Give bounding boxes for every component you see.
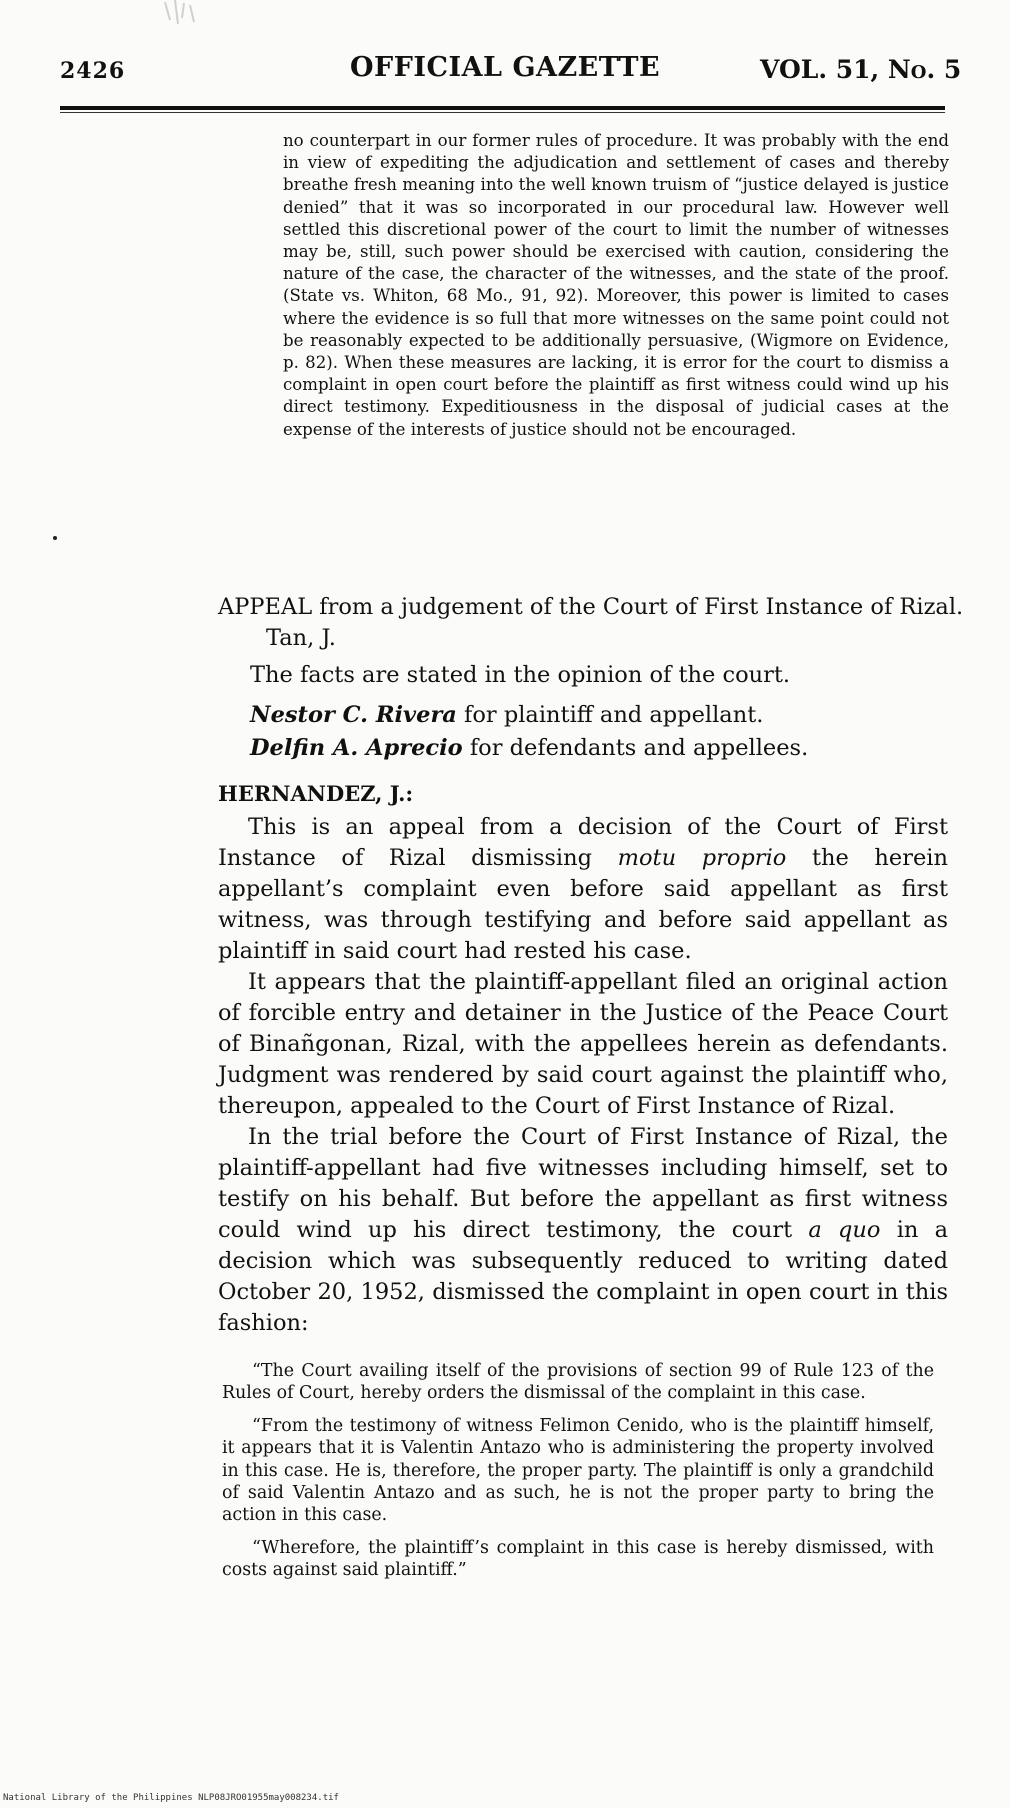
volume-number: VOL. 51, No. 5 xyxy=(760,55,962,84)
header-rule xyxy=(60,106,945,110)
paragraph-3-text-b: in a decision which was subsequently reduced to writing dated October 20, 1952, dismissed the complaint in open court in this fashion: xyxy=(218,1217,949,1336)
opinion-body xyxy=(218,812,948,1339)
paragraph-3 xyxy=(218,1122,948,1339)
paragraph-1-text-a: This is an appeal from a decision of the Court of First Instance of Rizal dismissing xyxy=(218,814,948,871)
counsel-plaintiff xyxy=(250,700,980,731)
facts-line: The facts are stated in the opinion of the court. xyxy=(250,662,791,688)
margin-mark xyxy=(53,536,57,540)
judge-name: HERNANDEZ, J.: xyxy=(218,781,414,806)
paragraph-1-text-b: the herein appellant’s complaint even before said appellant as first witness, was through testifying and before said appellant as plaintiff in said court had rested his case. xyxy=(218,845,948,964)
header-rule-thin xyxy=(60,112,945,113)
plaintiff-counsel-name: Nestor C. Rivera xyxy=(250,702,457,728)
paragraph-1-italic: motu proprio xyxy=(617,845,787,871)
paragraph-3-italic: a quo xyxy=(808,1217,881,1243)
quote-paragraph: “From the testimony of witness Felimon Cenido, who is the plaintiff himself, it appears that it is Valentin Antazo who is administering the property involved in this case. He is, therefore, the proper party. The plaintiff is only a grandchild of said Valentin Antazo and as such, he is not the proper party to bring the action in this case. xyxy=(222,1415,934,1526)
plaintiff-counsel-role: for plaintiff and appellant. xyxy=(456,702,764,728)
quote-paragraph: “The Court availing itself of the provisions of section 99 of Rule 123 of the Rules of Court, hereby orders the dismissal of the complaint in this case. xyxy=(222,1361,934,1404)
quoted-decision xyxy=(222,1360,934,1592)
quote-paragraph: “Wherefore, the plaintiff’s complaint in this case is hereby dismissed, with costs against said plaintiff.” xyxy=(222,1537,934,1581)
appeal-line: APPEAL from a judgement of the Court of First Instance of Rizal. Tan, J. xyxy=(218,594,964,651)
defendant-counsel-name: Delfin A. Aprecio xyxy=(250,735,463,761)
paragraph-2: It appears that the plaintiff-appellant filed an original action of forcible entry and detainer in the Justice of the Peace Court of Binañgonan, Rizal, with the appellees herein as defendants. Judgment was rendered by said court against the plaintiff who, thereupon, appealed to the Court of First Instance of Rizal. xyxy=(218,969,948,1119)
scan-smudge xyxy=(160,0,200,28)
page-title: OFFICIAL GAZETTE xyxy=(350,52,661,83)
scan-footer: National Library of the Philippines NLP08JRO01955may008234.tif xyxy=(3,1793,339,1803)
page-number: 2426 xyxy=(60,58,126,84)
counsel-defendant xyxy=(250,733,980,764)
syllabus-text: no counterpart in our former rules of procedure. It was probably with the end in view of expediting the adjudication and settlement of cases and thereby breathe fresh meaning into the well known truism of “justice delayed is justice denied” that it was so incorporated in our procedural law. However well settled this discretional power of the court to limit the number of witnesses may be, still, such power should be exercised with caution, considering the nature of the case, the character of the witnesses, and the state of the proof. (State vs. Whiton, 68 Mo., 91, 92). Moreover, this power is limited to cases where the evidence is so full that more witnesses on the same point could not be reasonably expected to be additionally persuasive, (Wigmore on Evidence, p. 82). When these measures are lacking, it is error for the court to dismiss a complaint in open court before the plaintiff as first witness could wind up his direct testimony. Expeditiousness in the disposal of judicial cases at the expense of the interests of justice should not be encouraged. xyxy=(283,131,949,439)
defendant-counsel-role: for defendants and appellees. xyxy=(462,735,809,761)
paragraph-3-text-a: In the trial before the Court of First Instance of Rizal, the plaintiff-appellant had five witnesses including himself, set to testify on his behalf. But before the appellant as first witness could wind up his direct testimony, the court xyxy=(218,1124,948,1243)
paragraph-1 xyxy=(218,812,948,967)
